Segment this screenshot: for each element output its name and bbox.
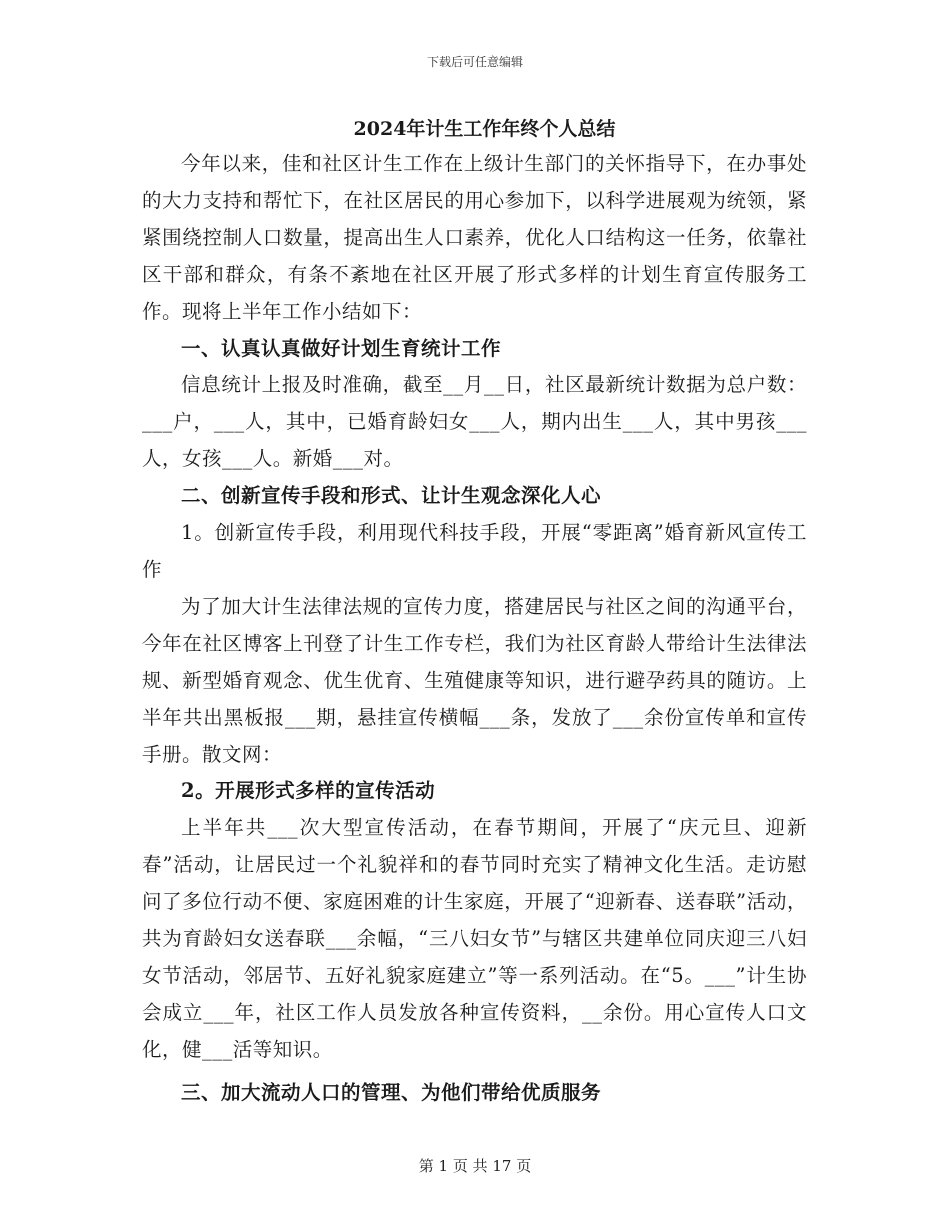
- activities-paragraph: 上半年共___次大型宣传活动，在春节期间，开展了“庆元旦、迎新春”活动，让居民过一个礼貌祥和的春节同时充实了精神文化生活。走访慰问了多位行动不便、家庭困难的计生家庭，开展了“迎新春、送春联”活动，共为育龄妇女送春联___余幅，“三八妇女节”与辖区共建单位同庆迎三八妇女节活动，邻居节、五好礼貌家庭建立”等一系列活动。在“5。___”计生协会成立___年，社区工作人员发放各种宣传资料，__余份。用心宣传人口文化，健___活等知识。: [142, 816, 807, 1061]
- document-title: 2024年计生工作年终个人总结: [353, 118, 616, 140]
- subsection-1-paragraph: 1。创新宣传手段，利用现代科技手段，开展“零距离”婚育新风宣传工作: [142, 521, 807, 581]
- statistics-paragraph: 信息统计上报及时准确，截至__月__日，社区最新统计数据为总户数：___户，___人，其中，已婚育龄妇女___人，期内出生___人，其中男孩___人，女孩___人。新婚___对。: [142, 373, 807, 471]
- intro-paragraph: 今年以来，佳和社区计生工作在上级计生部门的关怀指导下，在办事处的大力支持和帮忙下，在社区居民的用心参加下，以科学进展观为统领，紧紧围绕控制人口数量，提高出生人口素养，优化人口结构这一任务，依靠社区干部和群众，有条不紊地在社区开展了形式多样的计划生育宣传服务工作。现将上半年工作小结如下：: [142, 152, 807, 323]
- header-note: 下载后可任意编辑: [426, 55, 523, 69]
- document-body: [142, 112, 807, 1112]
- section-heading-1: 一、认真认真做好计划生育统计工作: [181, 336, 502, 360]
- section-heading-2: 二、创新宣传手段和形式、让计生观念深化人心: [181, 484, 602, 508]
- page-number: 第 1 页 共 17 页: [418, 1157, 532, 1175]
- section-heading-3: 三、加大流动人口的管理、为他们带给优质服务: [181, 1080, 602, 1104]
- subsection-heading-2: 2。开展形式多样的宣传活动: [181, 779, 436, 803]
- publicity-paragraph: 为了加大计生法律法规的宣传力度，搭建居民与社区之间的沟通平台，今年在社区博客上刊登了计生工作专栏，我们为社区育龄人带给计生法律法规、新型婚育观念、优生优育、生殖健康等知识，进行避孕药具的随访。上半年共出黑板报___期，悬挂宣传横幅___条，发放了___余份宣传单和宣传手册。散文网：: [142, 594, 807, 766]
